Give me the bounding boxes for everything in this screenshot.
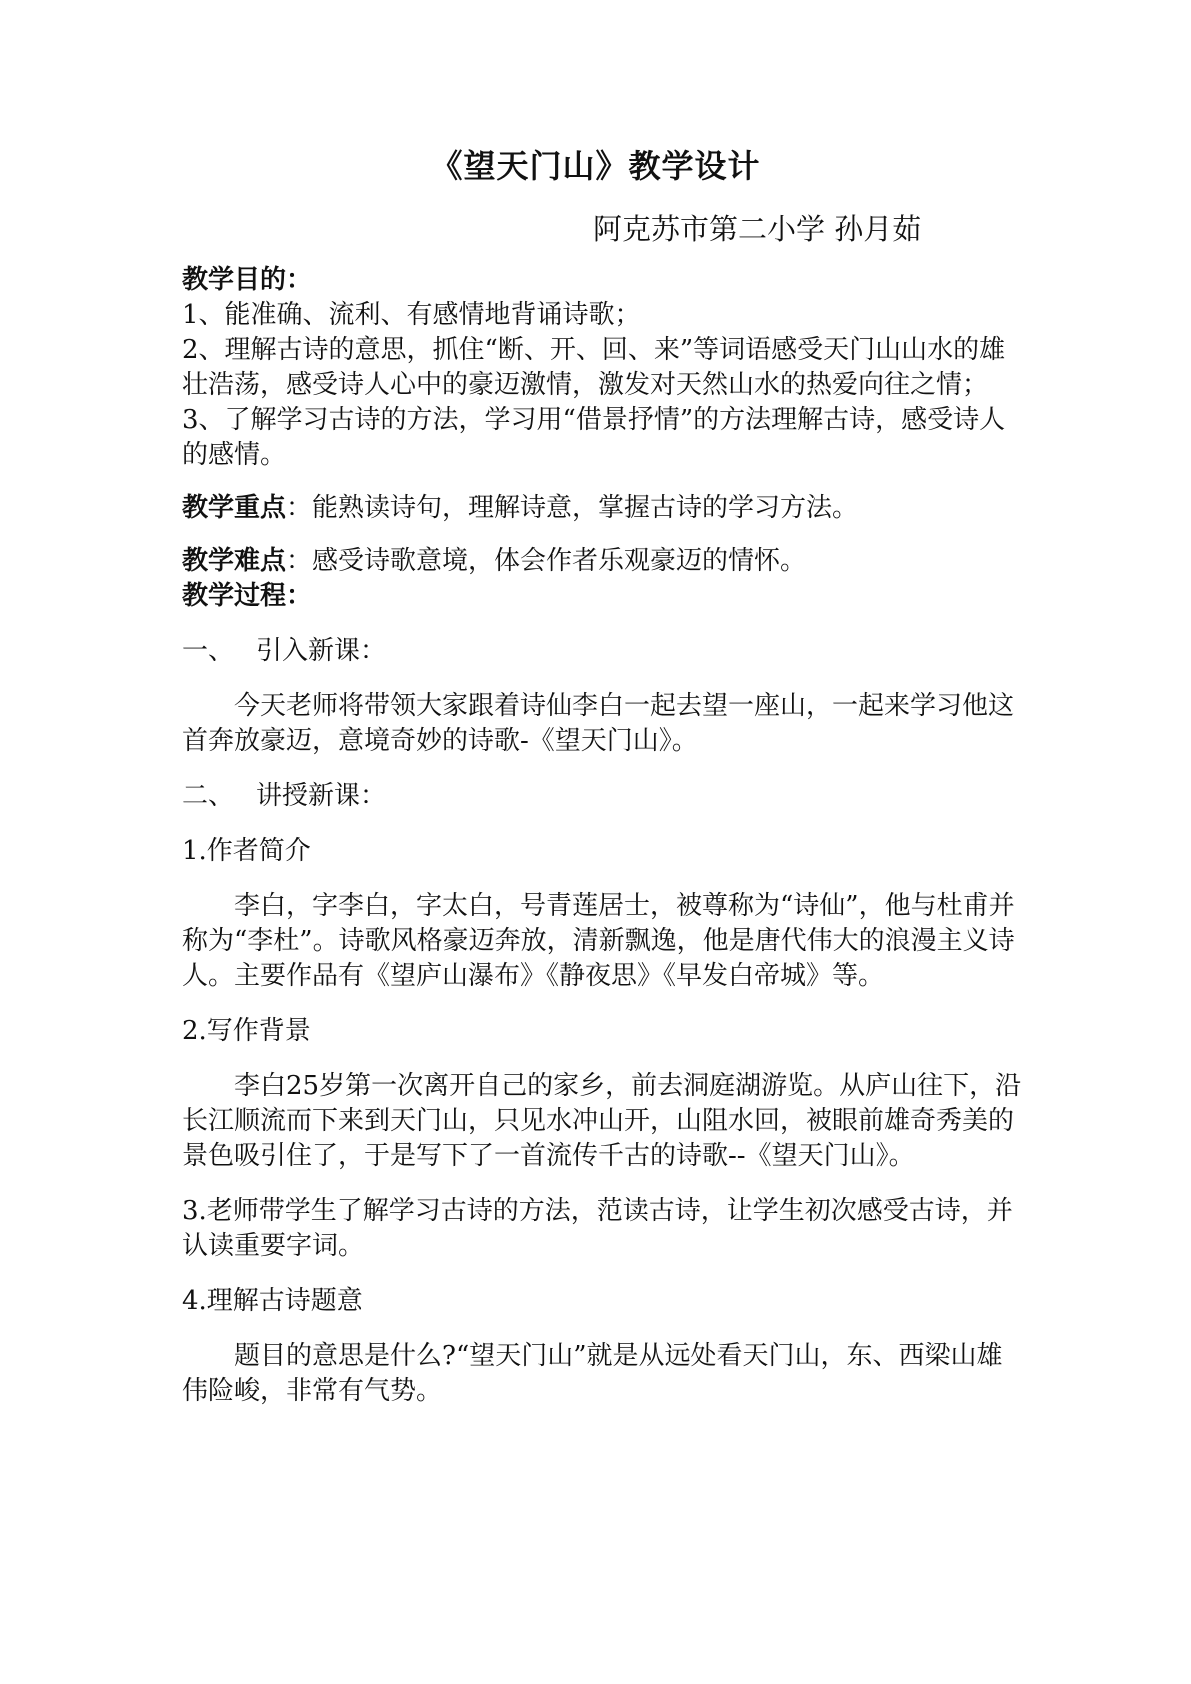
difficulty	[182, 544, 1027, 579]
sub-2-heading: 2.写作背景	[182, 1016, 311, 1046]
sub-1-paragraph: 李白，字李白，字太白，号青莲居士，被尊称为“诗仙”，他与杜甫并称为“李杜”。诗歌风格豪迈奔放，清新飘逸，他是唐代伟大的浪漫主义诗人。主要作品有《望庐山瀑布》《静夜思》《早发白帝城》等。	[182, 891, 1015, 991]
objective-item-3: 3、了解学习古诗的方法，学习用“借景抒情”的方法理解古诗，感受诗人的感情。	[182, 405, 1006, 470]
difficulty-text: ：感受诗歌意境，体会作者乐观豪迈的情怀。	[286, 546, 807, 576]
objectives-heading: 教学目的：	[182, 265, 313, 295]
sub-2-paragraph: 李白25岁第一次离开自己的家乡，前去洞庭湖游览。从庐山往下，沿长江顺流而下来到天门山，只见水冲山开，山阻水回，被眼前雄奇秀美的景色吸引住了，于是写下了一首流传千古的诗歌--《望天门山》。	[182, 1071, 1022, 1171]
key-point-label: 教学重点	[182, 493, 287, 523]
document-title: 《望天门山》教学设计	[430, 147, 761, 185]
sub-4-heading: 4.理解古诗题意	[182, 1286, 363, 1316]
section-1-title: 引入新课：	[256, 636, 387, 666]
sub-1-heading: 1.作者简介	[182, 836, 311, 866]
key-point-text: ：能熟读诗句，理解诗意，掌握古诗的学习方法。	[286, 493, 859, 523]
objective-item-2: 2、理解古诗的意思，抓住“断、开、回、来”等词语感受天门山山水的雄壮浩荡，感受诗人心中的豪迈激情，激发对天然山水的热爱向往之情；	[182, 335, 1006, 400]
author-line: 阿克苏市第二小学 孙月茹	[593, 212, 922, 246]
section-2-number: 二、	[182, 781, 235, 811]
sub-4-paragraph: 题目的意思是什么?“望天门山”就是从远处看天门山，东、西梁山雄伟险峻，非常有气势。	[182, 1341, 1003, 1406]
process-heading: 教学过程：	[182, 581, 313, 611]
section-1-paragraph: 今天老师将带领大家跟着诗仙李白一起去望一座山，一起来学习他这首奔放豪迈，意境奇妙的诗歌-《望天门山》。	[182, 691, 1015, 756]
section-2-title: 讲授新课：	[256, 781, 387, 811]
key-point	[182, 491, 1027, 526]
section-1-heading	[182, 634, 1027, 669]
section-1-number: 一、	[182, 636, 235, 666]
objective-item-1: 1、能准确、流利、有感情地背诵诗歌；	[182, 300, 641, 330]
section-2-heading	[182, 779, 1027, 814]
sub-3-paragraph: 3.老师带学生了解学习古诗的方法，范读古诗，让学生初次感受古诗，并认读重要字词。	[182, 1196, 1013, 1261]
document-body	[182, 263, 1027, 1409]
difficulty-label: 教学难点	[182, 546, 287, 576]
